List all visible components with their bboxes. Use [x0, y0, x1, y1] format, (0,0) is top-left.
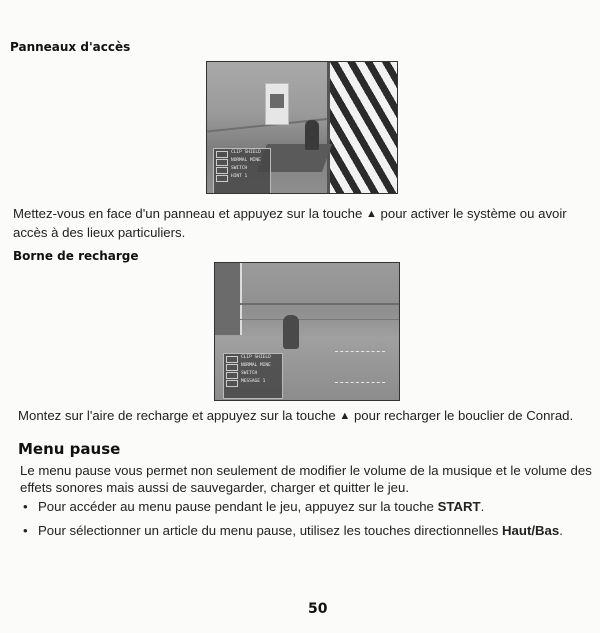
hud-panel [223, 353, 283, 399]
triangle-button-icon: ▲ [339, 410, 351, 422]
text: pour recharger le bouclier de Conrad. [353, 408, 574, 423]
hud-hint-icon [216, 175, 228, 182]
text: . [559, 523, 563, 538]
direction-keys-label: Haut/Bas [502, 523, 560, 538]
hud-text: NORMAL MINE [231, 158, 261, 163]
text: effets sonores mais aussi de sauvegarder, charger et quitter le jeu. [20, 480, 410, 495]
hud-switch-icon [216, 167, 228, 174]
hud-message-icon [226, 380, 238, 387]
list-item [23, 522, 583, 539]
hud-weapon-icon [226, 364, 238, 371]
text: Pour accéder au menu pause pendant le jeu, appuyez sur la touche [38, 499, 434, 514]
hud-text: SWITCH [241, 371, 258, 376]
hud-weapon-icon [216, 159, 228, 166]
page-number: 50 [308, 601, 328, 617]
striped-wall [327, 62, 397, 193]
paragraph-recharge [18, 407, 598, 426]
door [215, 263, 242, 335]
paragraph-access-panels [13, 205, 598, 241]
pause-menu-list [23, 498, 583, 546]
hud-text: MESSAGE 1 [241, 379, 266, 384]
hud-text: NORMAL MINE [241, 363, 271, 368]
character-figure [283, 315, 299, 349]
list-item [23, 498, 583, 515]
text: Mettez-vous en face d'un panneau et appuyez sur la touche [13, 206, 363, 221]
character-figure [305, 120, 319, 150]
hud-text: CLIP SHIELD [241, 355, 271, 360]
section-heading-recharge: Borne de recharge [13, 249, 139, 263]
section-heading-access-panels: Panneaux d'accès [10, 40, 131, 54]
text: Montez sur l'aire de recharge et appuyez sur la touche [18, 408, 336, 423]
hud-text: CLIP SHIELD [231, 150, 261, 155]
text: pour activer le système ou avoir accès à des lieux particuliers. [13, 206, 567, 240]
wall-panel [265, 83, 289, 125]
hud-switch-icon [226, 372, 238, 379]
hud-shield-icon [226, 356, 238, 363]
triangle-button-icon: ▲ [365, 208, 377, 220]
hud-panel [213, 148, 271, 194]
minimap [335, 351, 385, 383]
text: Pour sélectionner un article du menu pause, utilisez les touches directionnelles [38, 523, 499, 538]
hud-text: SWITCH [231, 166, 248, 171]
section-heading-pause-menu: Menu pause [18, 440, 121, 458]
wall-edge [327, 62, 330, 193]
text: . [480, 499, 485, 514]
start-key-label: START [437, 499, 481, 514]
paragraph-pause-menu [20, 452, 595, 496]
wall-rail [240, 319, 399, 320]
game-screenshot-access-panel [206, 61, 398, 194]
game-screenshot-recharge [214, 262, 400, 401]
hud-text: HINT 1 [231, 174, 248, 179]
text: Le menu pause vous permet non seulement de modifier le volume de la musique et le volume des [20, 463, 592, 478]
hud-shield-icon [216, 151, 228, 158]
wall-rail [240, 303, 399, 305]
